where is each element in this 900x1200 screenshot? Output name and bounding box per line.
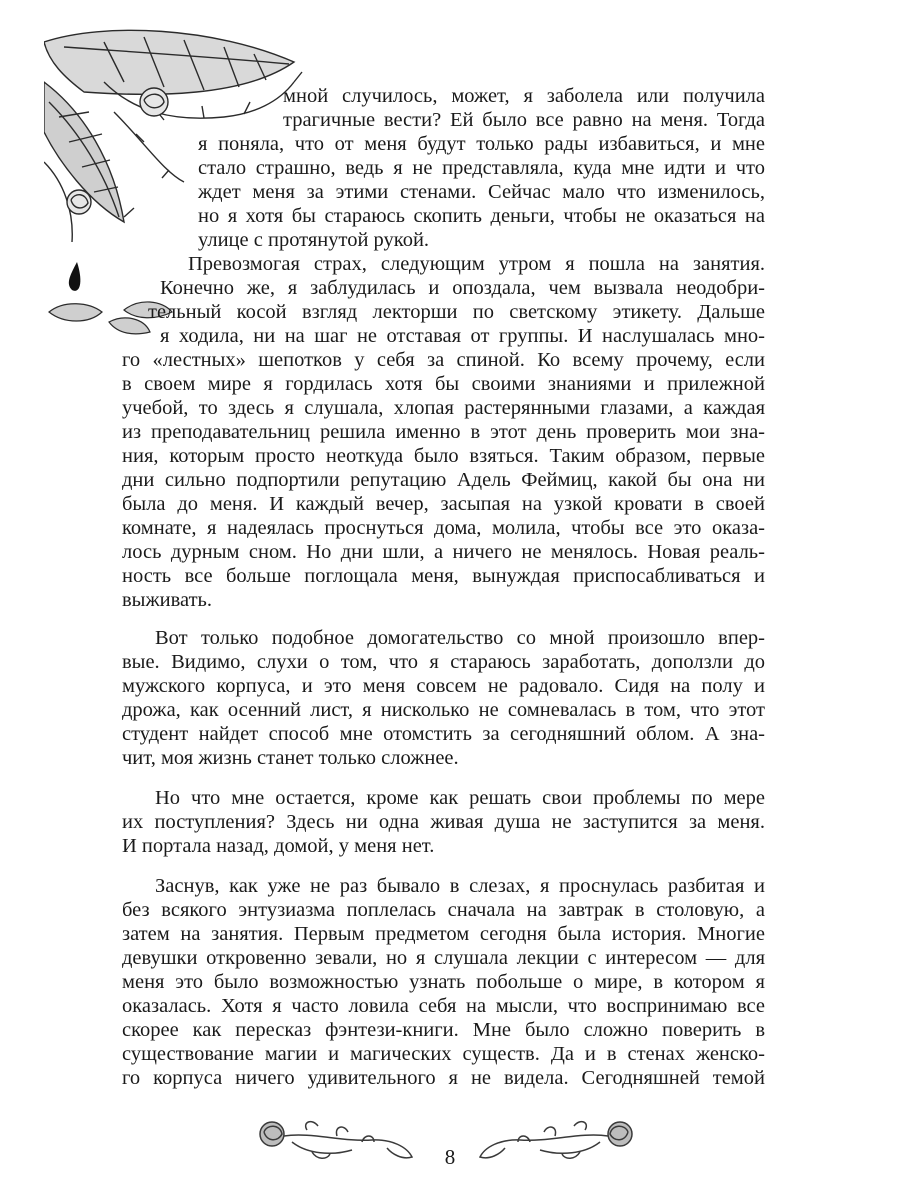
text-line: Заснув, как уже не раз бывало в слезах, я проснулась разбитая и: [155, 875, 765, 897]
text-line: девушки откровенно зевали, но я слушала лекции с интересом — для: [122, 947, 765, 969]
text-line: я поняла, что от меня будут только рады избавиться, и мне: [198, 133, 765, 155]
text-line: скорее как пересказ фэнтези-книги. Мне было сложно поверить в: [122, 1019, 765, 1041]
text-line: Вот только подобное домогательство со мной произошло впер-: [155, 627, 765, 649]
text-line: ния, которым просто неоткуда было взяться. Таким образом, первые: [122, 445, 765, 467]
text-line: выживать.: [122, 589, 212, 611]
text-line: И портала назад, домой, у меня нет.: [122, 835, 435, 857]
text-line: я ходила, ни на шаг не отставая от группы. И наслушалась мно-: [160, 325, 765, 347]
text-line: их поступления? Здесь ни одна живая душа не заступится за меня.: [122, 811, 765, 833]
text-line: лось дурным сном. Но дни шли, а ничего не менялось. Новая реаль-: [122, 541, 765, 563]
text-line: Но что мне остается, кроме как решать свои проблемы по мере: [155, 787, 765, 809]
page-number: 8: [444, 1145, 456, 1169]
text-line: Превозмогая страх, следующим утром я пошла на занятия.: [188, 253, 765, 275]
text-line: чит, моя жизнь станет только сложнее.: [122, 747, 459, 769]
text-line: была до меня. И каждый вечер, засыпая на узкой кровати в своей: [122, 493, 765, 515]
text-line: вые. Видимо, слухи о том, что я стараюсь заработать, доползли до: [122, 651, 765, 673]
text-line: но я хотя бы стараюсь скопить деньги, чтобы не оказаться на: [198, 205, 765, 227]
text-line: из преподавательниц решила именно в этот день проверить мои зна-: [122, 421, 765, 443]
text-line: в своем мире я гордилась хотя бы своими знаниями и прилежной: [122, 373, 765, 395]
text-line: существование магии и магических существ. Да и в стенах женско-: [122, 1043, 765, 1065]
text-line: студент найдет способ мне отомстить за сегодняшний облом. А зна-: [122, 723, 765, 745]
text-line: Конечно же, я заблудилась и опоздала, чем вызвала неодобри-: [160, 277, 765, 299]
text-line: улице с протянутой рукой.: [198, 229, 430, 251]
text-line: мужского корпуса, и это меня совсем не радовало. Сидя на полу и: [122, 675, 765, 697]
text-line: стало страшно, ведь я не представляла, куда мне идти и что: [198, 157, 765, 179]
text-line: мной случилось, может, я заболела или получила: [283, 85, 765, 107]
text-line: затем на занятия. Первым предметом сегодня была история. Многие: [122, 923, 765, 945]
text-line: без всякого энтузиазма поплелась сначала на завтрак в столовую, а: [122, 899, 765, 921]
text-line: трагичные вести? Ей было все равно на меня. Тогда: [283, 109, 765, 131]
text-line: го корпуса ничего удивительного я не видела. Сегодняшней темой: [122, 1067, 765, 1089]
text-line: тельный косой взгляд лекторши по светскому этикету. Дальше: [148, 301, 765, 323]
text-line: дни сильно подпортили репутацию Адель Феймиц, какой бы она ни: [122, 469, 765, 491]
text-line: го «лестных» шепотков у себя за спиной. Ко всему прочему, если: [122, 349, 765, 371]
text-line: дрожа, как осенний лист, я нисколько не сомневалась в том, что этот: [122, 699, 765, 721]
text-line: ность все больше поглощала меня, вынуждая приспосабливаться и: [122, 565, 765, 587]
text-line: учебой, то здесь я слушала, хлопая растерянными глазами, а каждая: [122, 397, 765, 419]
text-line: оказалась. Хотя я часто ловила себя на мысли, что воспринимаю все: [122, 995, 765, 1017]
text-line: меня это было возможностью узнать побольше о мире, в котором я: [122, 971, 765, 993]
text-line: комнате, я надеялась проснуться дома, молила, чтобы все это оказа-: [122, 517, 765, 539]
text-line: ждет меня за этими стенами. Сейчас мало что изменилось,: [198, 181, 765, 203]
